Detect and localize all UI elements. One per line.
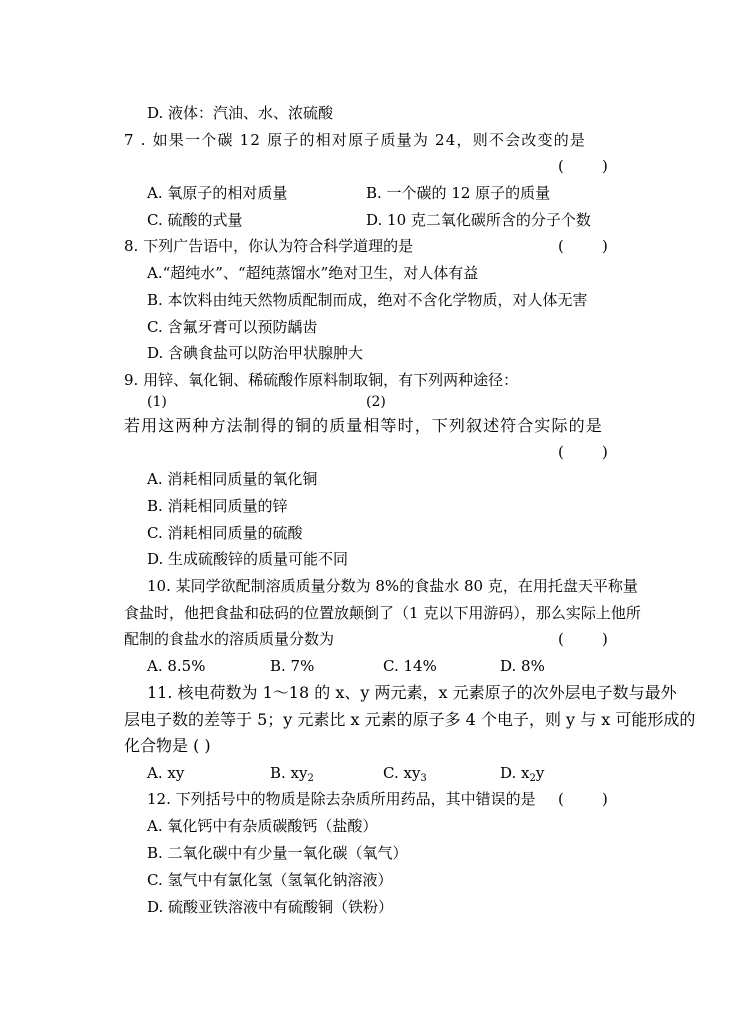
q12-option-d: D. 硫酸亚铁溶液中有硫酸铜（铁粉） <box>147 898 394 916</box>
q12-answer-bracket: ( ) <box>558 790 608 808</box>
q11-option-d-text: D. x <box>500 764 530 782</box>
q10-line-3: 配制的食盐水的溶质质量分数为 <box>124 630 335 648</box>
q11-option-c <box>383 764 427 782</box>
q10-option-d: D. 8% <box>500 657 545 675</box>
q8-option-a: A.“超纯水”、“超纯蒸馏水”绝对卫生，对人体有益 <box>147 264 479 282</box>
q9-answer-bracket: ( ) <box>558 443 608 461</box>
q6-option-d: D. 液体：汽油、水、浓硫酸 <box>147 104 334 122</box>
q12-stem: 12. 下列括号中的物质是除去杂质所用药品，其中错误的是 <box>147 790 536 808</box>
q11-option-d <box>500 764 544 782</box>
q7-stem: 7 . 如果一个碳 12 原子的相对原子质量为 24，则不会改变的是 <box>124 131 587 149</box>
q7-option-a: A. 氧原子的相对质量 <box>147 184 288 202</box>
q10-answer-bracket: ( ) <box>558 630 608 648</box>
q7-option-b: B. 一个碳的 12 原子的质量 <box>366 184 551 202</box>
q11-line-2: 层电子数的差等于 5；y 元素比 x 元素的原子多 4 个电子，则 y 与 x 可能形成的 <box>124 710 696 729</box>
q9-path-1-label: (1) <box>147 394 167 410</box>
q9-option-c: C. 消耗相同质量的硫酸 <box>147 524 303 542</box>
q12-option-a: A. 氧化钙中有杂质碳酸钙（盐酸） <box>147 817 378 835</box>
q9-stem-continued: 若用这两种方法制得的铜的质量相等时，下列叙述符合实际的是 <box>124 416 603 435</box>
q7-answer-bracket: ( ) <box>558 157 608 175</box>
q11-option-b-subscript: 2 <box>307 773 314 784</box>
q11-option-b-text: B. xy <box>270 764 308 782</box>
q11-option-c-subscript: 3 <box>420 773 427 784</box>
q8-answer-bracket: ( ) <box>558 237 608 255</box>
q10-option-c: C. 14% <box>383 657 437 675</box>
q8-option-d: D. 含碘食盐可以防治甲状腺肿大 <box>147 344 364 362</box>
q10-line-2: 食盐时，他把食盐和砝码的位置放颠倒了（1 克以下用游码），那么实际上他所 <box>124 604 641 622</box>
q12-option-b: B. 二氧化碳中有少量一氧化碳（氧气） <box>147 844 408 862</box>
q11-option-d-text-end: y <box>535 764 545 782</box>
q10-option-a: A. 8.5% <box>147 657 206 675</box>
q7-option-d: D. 10 克二氧化碳所含的分子个数 <box>366 211 591 229</box>
q11-option-b <box>270 764 314 782</box>
q9-option-b: B. 消耗相同质量的锌 <box>147 497 288 515</box>
q9-option-a: A. 消耗相同质量的氧化铜 <box>147 470 318 488</box>
q11-option-d-subscript: 2 <box>529 773 536 784</box>
q11-option-c-text: C. xy <box>383 764 421 782</box>
q10-option-b: B. 7% <box>270 657 315 675</box>
q9-path-2-label: (2) <box>366 394 386 410</box>
q7-option-c: C. 硫酸的式量 <box>147 211 243 229</box>
q12-option-c: C. 氢气中有氯化氢（氢氧化钠溶液） <box>147 871 393 889</box>
q11-option-a: A. xy <box>147 764 185 782</box>
q8-option-b: B. 本饮料由纯天然物质配制而成，绝对不含化学物质，对人体无害 <box>147 291 588 309</box>
q8-option-c: C. 含氟牙膏可以预防龋齿 <box>147 318 318 336</box>
q8-stem: 8. 下列广告语中，你认为符合科学道理的是 <box>124 237 414 255</box>
q10-line-1: 10. 某同学欲配制溶质质量分数为 8%的食盐水 80 克，在用托盘天平称量 <box>147 577 638 595</box>
q9-stem: 9. 用锌、氧化铜、稀硫酸作原料制取铜，有下列两种途径： <box>124 371 519 389</box>
q11-line-1: 11. 核电荷数为 1～18 的 x、y 两元素，x 元素原子的次外层电子数与最外 <box>147 683 677 702</box>
q11-line-3: 化合物是 ( ) <box>124 736 211 755</box>
q9-option-d: D. 生成硫酸锌的质量可能不同 <box>147 550 349 568</box>
